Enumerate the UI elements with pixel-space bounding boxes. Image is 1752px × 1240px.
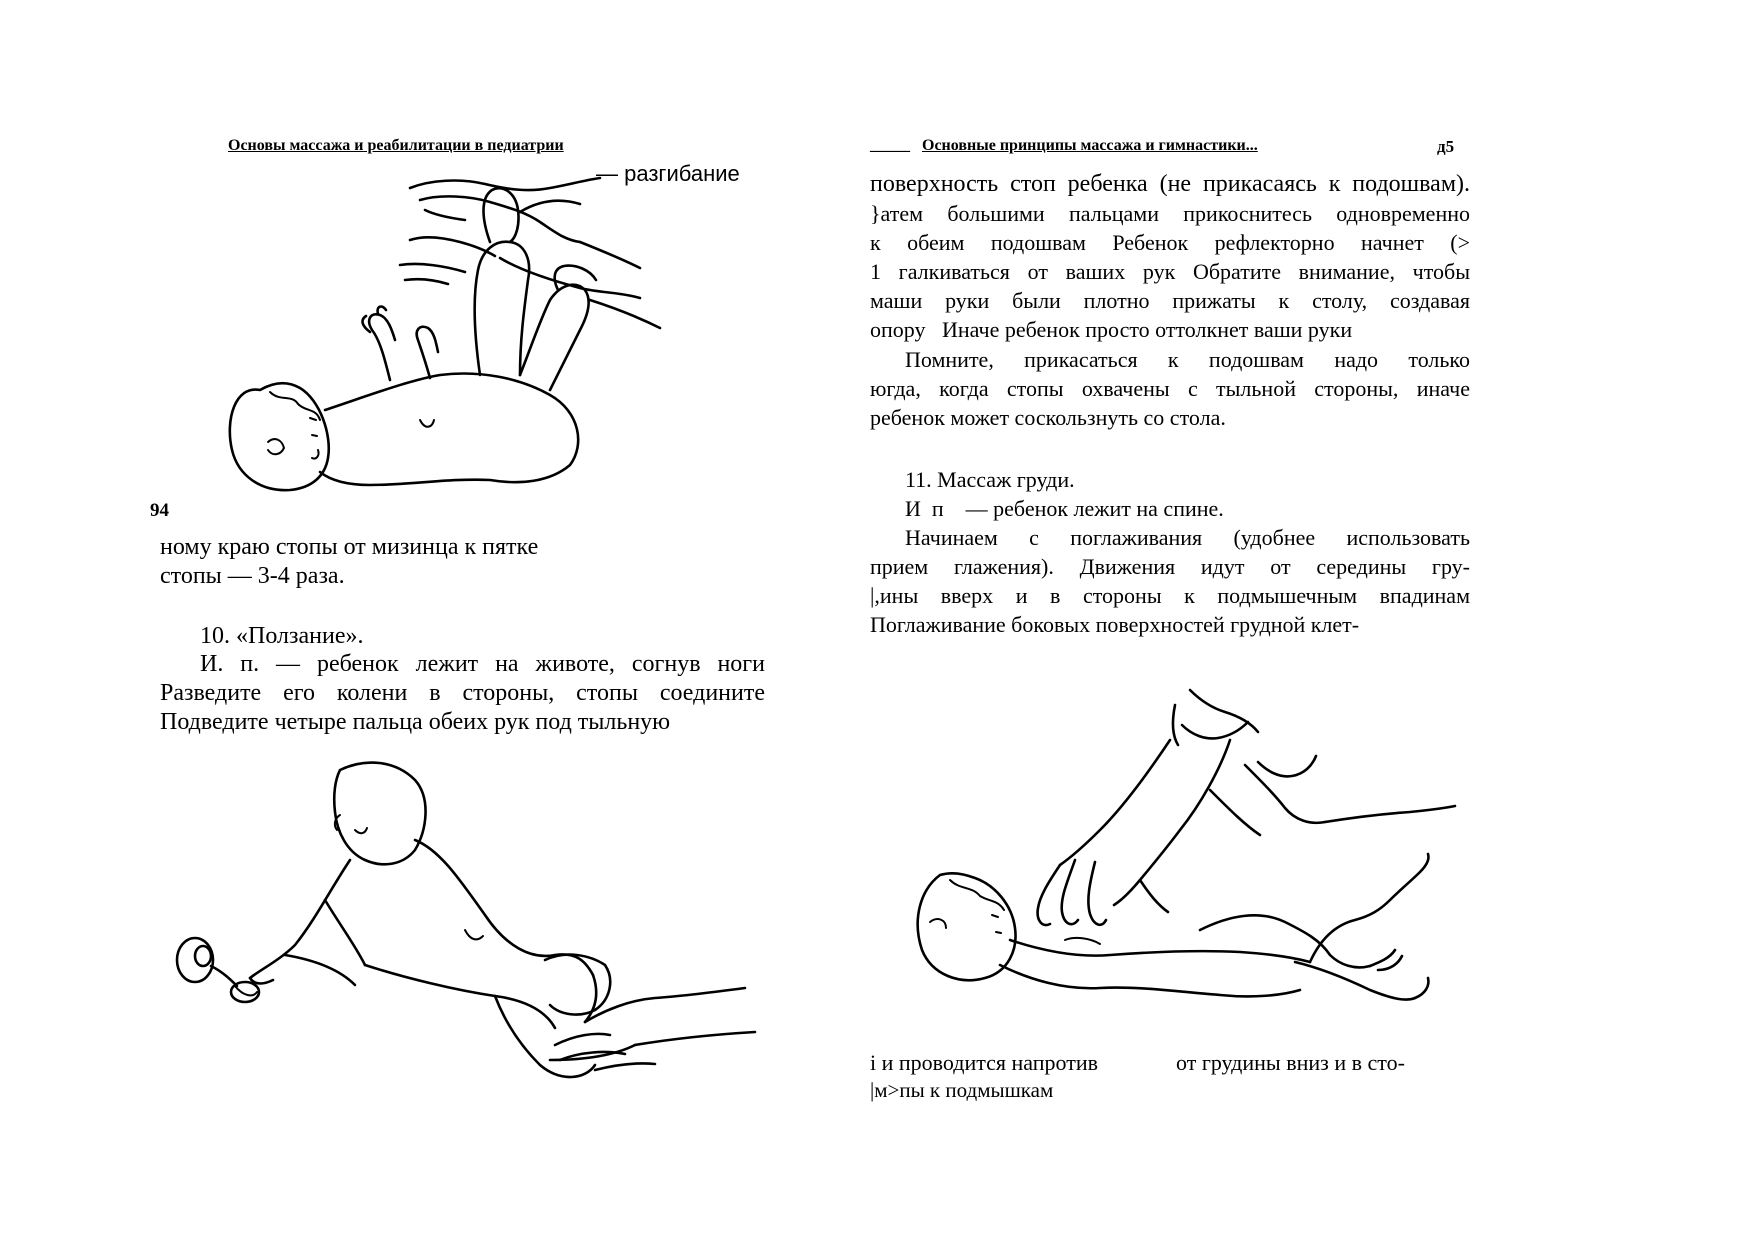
section-10-line-1: И. п. — ребенок лежит на животе, согнув ноги <box>200 651 765 677</box>
section-10-line-2: Разведите его колени в стороны, стопы соедините <box>160 680 765 706</box>
section-11-line-2: прием глажения). Движения идут от середины гру- <box>870 554 1470 579</box>
right-para2-line-2: югда, когда стопы охвачены с тыльной стороны, иначе <box>870 376 1470 401</box>
section-10-line-3: Подведите четыре пальца обеих рук под тыльную <box>160 709 671 735</box>
section-11-line-4: Поглаживание боковых поверхностей грудной клет- <box>870 612 1360 637</box>
figure-label-extension: — разгибание <box>596 161 740 186</box>
right-para2-line-1: Помните, прикасаться к подошвам надо только <box>905 347 1470 372</box>
right-running-header: Основные принципы массажа и гимнастики... <box>922 137 1258 154</box>
left-running-header: Основы массажа и реабилитации в педиатрии <box>228 137 564 154</box>
bottom-line-1-right: от грудины вниз и в сто- <box>1176 1050 1405 1075</box>
section-10-heading: 10. «Ползание». <box>200 623 364 649</box>
section-11-line-1: Начинаем с поглаживания (удобнее использовать <box>905 525 1470 550</box>
continuation-line-1: ному краю стопы от мизинца к пятке <box>160 534 539 560</box>
right-para2-line-3: ребенок может соскользнуть со стола. <box>870 405 1226 430</box>
bottom-line-1-left: i и проводится напротив <box>870 1050 1099 1075</box>
right-header-rule: _____ <box>870 137 910 154</box>
right-para1-line-3: к обеим подошвам Ребенок рефлекторно начнет (> <box>870 230 1470 255</box>
section-11-heading: 11. Массаж груди. <box>905 467 1075 492</box>
illustration-leg-extension <box>220 180 690 500</box>
right-para1-line-1: поверхность стоп ребенка (не прикасаясь к подошвам). <box>870 171 1470 197</box>
bottom-line-2: |м>пы к подмышкам <box>870 1078 1054 1102</box>
left-page-number: 94 <box>150 500 169 521</box>
right-para1-line-6: опору Иначе ребенок просто оттолкнет ваши руки <box>870 317 1353 342</box>
illustration-crawling <box>165 760 765 1100</box>
right-para1-line-4: 1 галкиваться от ваших рук Обратите внимание, чтобы <box>870 259 1470 284</box>
right-para1-line-2: }атем большими пальцами прикоснитесь одновременно <box>870 201 1470 226</box>
continuation-line-2: стопы — 3-4 раза. <box>160 563 345 589</box>
section-11-line-3: |,ины вверх и в стороны к подмышечным впадинам <box>870 583 1470 608</box>
illustration-chest-massage <box>900 700 1460 1030</box>
section-11-ip: И п — ребенок лежит на спине. <box>905 496 1224 521</box>
right-para1-line-5: маши руки были плотно прижаты к столу, создавая <box>870 288 1470 313</box>
right-page-number: д5 <box>1437 137 1455 156</box>
